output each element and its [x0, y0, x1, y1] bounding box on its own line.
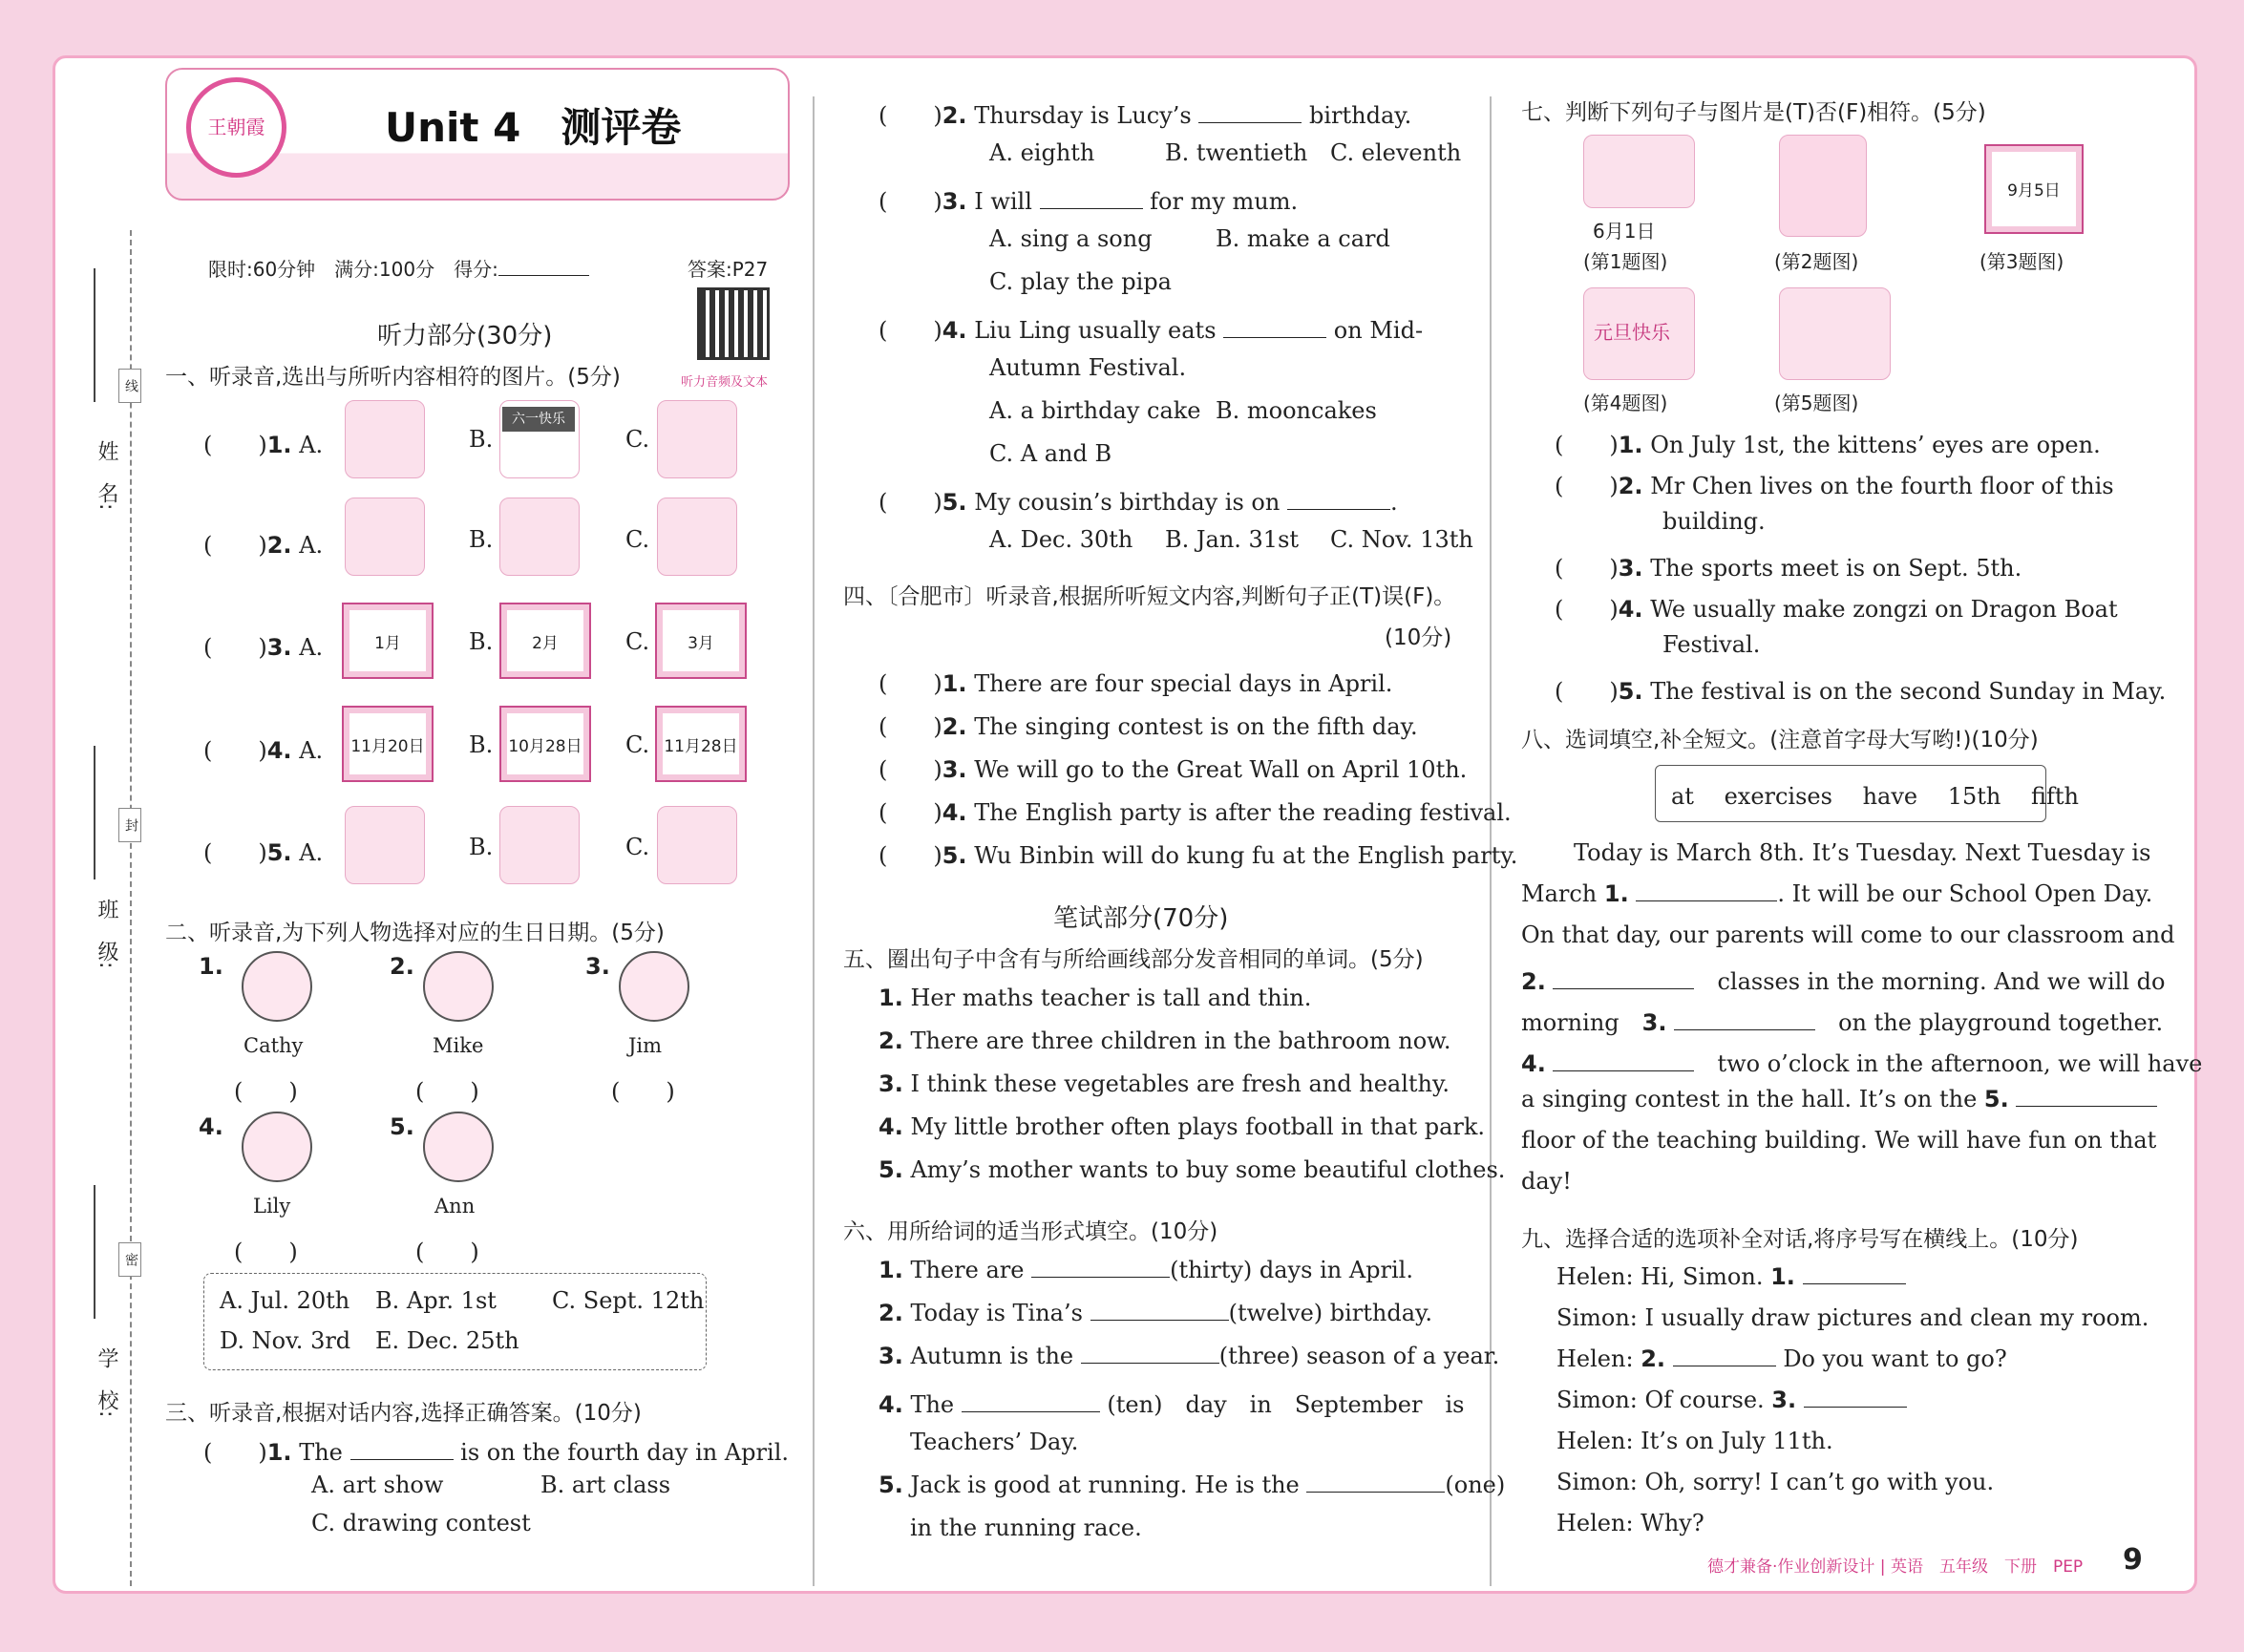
s2-blank4[interactable]: ( ) — [234, 1239, 298, 1265]
exam-info-text: 限时:60分钟 满分:100分 得分: — [208, 258, 498, 281]
title-banner — [165, 68, 790, 201]
s8-blank5[interactable] — [2016, 1106, 2157, 1107]
s4-item2: ( )2. The singing contest is on the fifth day. — [879, 713, 1418, 740]
s2-title: 二、听录音,为下列人物选择对应的生日日期。(5分) — [165, 921, 665, 945]
s5-item4-text: My little brother often plays football in that park. — [910, 1113, 1486, 1140]
s2-blank2[interactable]: ( ) — [415, 1078, 479, 1105]
s6-i3-a: Autumn is the — [910, 1343, 1074, 1369]
class-line — [94, 746, 95, 879]
s9-l1-text: Helen: Hi, Simon. — [1556, 1263, 1764, 1290]
s3-q4-c: C. A and B — [989, 440, 1112, 467]
s3-q2-b: B. twentieth — [1165, 139, 1308, 166]
s8-n1: 1. — [1603, 880, 1629, 907]
image-building — [1779, 135, 1867, 237]
s3-q4-a: A. a birthday cake — [989, 397, 1201, 424]
opt-b: B. Apr. 1st — [375, 1287, 497, 1314]
s7-cap5: (第5题图) — [1774, 392, 1859, 414]
avatar-lily — [242, 1112, 312, 1182]
opt-d: D. Nov. 3rd — [220, 1327, 351, 1354]
s3-title: 三、听录音,根据对话内容,选择正确答案。(10分) — [165, 1401, 642, 1426]
s7-item4-cont: Festival. — [1662, 631, 1761, 658]
s6-item4: 4. The (ten) day in September is — [879, 1391, 1465, 1418]
s6-i4-blank[interactable] — [962, 1411, 1100, 1412]
s6-item2: 2. Today is Tina’s (twelve) birthday. — [879, 1300, 1433, 1326]
s7-item4-text: We usually make zongzi on Dragon Boat — [1650, 596, 2118, 623]
calendar-d-text: 11月20日 — [350, 737, 425, 756]
s5-item5-text: Amy’s mother wants to buy some beautiful clothes. — [910, 1156, 1506, 1183]
s8-blank3[interactable] — [1674, 1029, 1815, 1030]
s6-item3: 3. Autumn is the (three) season of a year. — [879, 1343, 1500, 1369]
name-cathy: Cathy — [243, 1034, 304, 1057]
s2-num5: 5. — [390, 1113, 414, 1140]
s1-q3-c: C. — [625, 628, 650, 655]
s3-q2-c: C. eleventh — [1330, 139, 1462, 166]
s8-n3: 3. — [1641, 1009, 1667, 1036]
image-girl-singing — [657, 498, 737, 576]
board-text: 六一快乐 — [502, 407, 575, 432]
s9-line7: Helen: Why? — [1556, 1510, 1704, 1536]
s3-q4-blank[interactable] — [1223, 337, 1326, 338]
image-girl-cake-table — [657, 806, 737, 884]
s1-q4: ( )4. A. — [203, 737, 324, 764]
s3-q5-a: A. Dec. 30th — [989, 526, 1133, 553]
new-year-text: 元旦快乐 — [1594, 321, 1670, 344]
s3-q3-text: I will — [974, 188, 1032, 215]
s9-line6: Simon: Oh, sorry! I can’t go with you. — [1556, 1469, 1995, 1495]
s5-item5: 5. Amy’s mother wants to buy some beautiful clothes. — [879, 1156, 1506, 1183]
s9-blank1[interactable] — [1803, 1283, 1906, 1284]
s8-p4 — [1521, 963, 2165, 996]
image-girl-cake — [499, 498, 580, 576]
s9-line1 — [1556, 1263, 1906, 1290]
s3-q3-b: B. make a card — [1216, 225, 1390, 252]
s3-q1-blank[interactable] — [350, 1459, 454, 1460]
calendar-f — [655, 706, 747, 782]
s7-item2-text: Mr Chen lives on the fourth floor of this — [1650, 473, 2114, 499]
s2-blank3[interactable]: ( ) — [611, 1078, 675, 1105]
s8-p1: Today is March 8th. It’s Tuesday. Next Tuesday is — [1574, 839, 2151, 866]
s8-p7 — [1521, 1086, 2157, 1112]
calendar-c — [655, 603, 747, 679]
s5-item1-text: Her maths teacher is tall and thin. — [910, 985, 1312, 1011]
s3-q5-blank[interactable] — [1287, 509, 1390, 510]
s3-q4: ( )4. Liu Ling usually eats on Mid- — [879, 317, 1424, 344]
s2-num1: 1. — [199, 953, 223, 980]
qr-caption: 听力音频及文本 — [681, 375, 769, 390]
s8-blank4[interactable] — [1553, 1070, 1694, 1071]
s3-q5: ( )5. My cousin’s birthday is on . — [879, 489, 1398, 516]
s6-i1-blank[interactable] — [1031, 1277, 1170, 1278]
s6-title: 六、用所给词的适当形式填空。(10分) — [843, 1219, 1218, 1244]
s6-i2-blank[interactable] — [1090, 1320, 1229, 1321]
s1-q3: ( )3. A. — [203, 634, 324, 661]
s3-q4-text: Liu Ling usually eats — [974, 317, 1217, 344]
s6-item4-cont: Teachers’ Day. — [910, 1429, 1079, 1455]
s4-item5-text: Wu Binbin will do kung fu at the English party. — [974, 842, 1518, 869]
school-line — [94, 1185, 95, 1319]
page-title: Unit 4 测评卷 — [385, 104, 682, 151]
s8-p5 — [1521, 1004, 2163, 1037]
cut-line — [130, 230, 132, 1586]
qr-code[interactable] — [697, 287, 770, 360]
opt-a: A. Jul. 20th — [220, 1287, 350, 1314]
s7-item2: ( )2. Mr Chen lives on the fourth floor of this — [1555, 473, 2114, 499]
s3-q1-a: A. art show — [311, 1472, 444, 1498]
s8-p6 — [1521, 1045, 2202, 1078]
s6-i3-blank[interactable] — [1081, 1363, 1219, 1364]
s3-q5-b: B. Jan. 31st — [1165, 526, 1300, 553]
s4-item1-text: There are four special days in April. — [974, 670, 1393, 697]
image-girl-cooking — [345, 498, 425, 576]
s3-q2-blank[interactable] — [1198, 122, 1302, 123]
s1-q2-c: C. — [625, 526, 650, 553]
image-classroom-board — [499, 400, 580, 478]
s3-q2: ( )2. Thursday is Lucy’s birthday. — [879, 102, 1412, 129]
s3-q3: ( )3. I will for my mum. — [879, 188, 1299, 215]
s5-item2-text: There are three children in the bathroom now. — [910, 1027, 1451, 1054]
calendar-e — [499, 706, 591, 782]
s6-i1-a: There are — [910, 1257, 1025, 1283]
s8-n5: 5. — [1983, 1086, 2009, 1112]
s3-q2-end: birthday. — [1309, 102, 1412, 129]
s8-p5-b: on the playground together. — [1838, 1009, 2164, 1036]
s6-i5-a: Jack is good at running. He is the — [910, 1472, 1300, 1498]
s3-q1-text: is on the fourth day in April. — [460, 1439, 789, 1466]
s2-blank1[interactable]: ( ) — [234, 1078, 298, 1105]
s1-q3-b: B. — [469, 628, 494, 655]
s8-p3: On that day, our parents will come to our classroom and — [1521, 921, 2175, 948]
calendar-c-text: 3月 — [688, 634, 714, 653]
s7-item4: ( )4. We usually make zongzi on Dragon Boat — [1555, 596, 2118, 623]
name-label: 姓 名: — [95, 440, 118, 511]
s2-num4: 4. — [199, 1113, 223, 1140]
s6-i4-b: (ten) day in September is — [1107, 1391, 1465, 1418]
s7-cap1: (第1题图) — [1583, 250, 1668, 273]
name-lily: Lily — [253, 1195, 291, 1218]
calendar-d — [342, 706, 434, 782]
column-divider-1 — [813, 96, 815, 1586]
s3-q3-end: for my mum. — [1150, 188, 1299, 215]
exam-info — [208, 254, 589, 282]
s8-blank2[interactable] — [1553, 988, 1694, 989]
calendar-sept5-text: 9月5日 — [2007, 181, 2061, 201]
s7-item3: ( )3. The sports meet is on Sept. 5th. — [1555, 555, 2022, 582]
s9-blank3[interactable] — [1804, 1407, 1907, 1408]
listening-title: 听力部分(30分) — [377, 322, 553, 350]
s3-q1: ( )1. The is on the fourth day in April. — [203, 1439, 789, 1466]
calendar-sept5 — [1984, 144, 2084, 234]
s8-p2-a: March — [1521, 880, 1598, 907]
s9-line4 — [1556, 1387, 1907, 1413]
s7-item3-text: The sports meet is on Sept. 5th. — [1650, 555, 2022, 582]
s5-item3-text: I think these vegetables are fresh and healthy. — [910, 1070, 1450, 1097]
image-kittens — [1583, 135, 1695, 208]
s9-line5: Helen: It’s on July 11th. — [1556, 1428, 1833, 1454]
page-number: 9 — [2123, 1543, 2143, 1577]
s4-item4-text: The English party is after the reading festival. — [974, 799, 1512, 826]
s9-n1: 1. — [1770, 1263, 1795, 1290]
s8-p5-a: morning — [1521, 1009, 1619, 1036]
s5-item1: 1. Her maths teacher is tall and thin. — [879, 985, 1312, 1011]
calendar-b — [499, 603, 591, 679]
s3-q3-blank[interactable] — [1040, 208, 1143, 209]
s6-i3-b: (three) season of a year. — [1218, 1343, 1500, 1369]
s8-p8: floor of the teaching building. We will have fun on that — [1521, 1127, 2157, 1154]
image-celebration — [345, 400, 425, 478]
s9-l3-b: Do you want to go? — [1783, 1345, 2007, 1372]
opt-c: C. Sept. 12th — [552, 1287, 705, 1314]
s2-num3: 3. — [585, 953, 610, 980]
s4-item5: ( )5. Wu Binbin will do kung fu at the English party. — [879, 842, 1518, 869]
s1-q1: ( )1. A. — [203, 432, 324, 458]
s2-blank5[interactable]: ( ) — [415, 1239, 479, 1265]
s7-cap3: (第3题图) — [1979, 250, 2064, 273]
s8-p7-a: a singing contest in the hall. It’s on the — [1521, 1086, 1978, 1112]
image-new-year — [1583, 287, 1695, 380]
s9-n2: 2. — [1641, 1345, 1666, 1372]
name-line — [94, 268, 95, 402]
s1-q4-b: B. — [469, 731, 494, 758]
s3-q1-c: C. drawing contest — [311, 1510, 531, 1536]
image-children-group — [657, 400, 737, 478]
s7-title: 七、判断下列句子与图片是(T)否(F)相符。(5分) — [1521, 100, 1986, 125]
s1-q1-num: 1. — [266, 432, 292, 458]
s1-q1-b: B. — [469, 426, 494, 453]
calendar-f-text: 11月28日 — [664, 737, 738, 756]
mark-mi: 密 — [118, 1242, 141, 1277]
calendar-e-text: 10月28日 — [508, 737, 582, 756]
s6-i4-a: The — [910, 1391, 955, 1418]
s7-cap4: (第4题图) — [1583, 392, 1668, 414]
name-mike: Mike — [433, 1034, 484, 1057]
s1-q5-b: B. — [469, 834, 494, 860]
s4-item3: ( )3. We will go to the Great Wall on April 10th. — [879, 756, 1468, 783]
s1-q5-c: C. — [625, 834, 650, 860]
s1-q1-c: C. — [625, 426, 650, 453]
s3-q2-a: A. eighth — [989, 139, 1095, 166]
written-title: 笔试部分(70分) — [1053, 904, 1229, 933]
s4-item2-text: The singing contest is on the fifth day. — [974, 713, 1418, 740]
image-girl-eating — [345, 806, 425, 884]
s6-item5-cont: in the running race. — [910, 1514, 1142, 1541]
s4-item3-text: We will go to the Great Wall on April 10th. — [974, 756, 1468, 783]
s7-item1: ( )1. On July 1st, the kittens’ eyes are open. — [1555, 432, 2101, 458]
s4-item1: ( )1. There are four special days in April. — [879, 670, 1393, 697]
s6-i2-b: (twelve) birthday. — [1228, 1300, 1433, 1326]
s3-q4-b: B. mooncakes — [1216, 397, 1377, 424]
s1-q3-num: 3. — [266, 634, 292, 661]
s1-q4-c: C. — [625, 731, 650, 758]
s3-q5-c: C. Nov. 13th — [1330, 526, 1473, 553]
brand-logo: 王朝霞 — [186, 77, 286, 178]
s8-p2-b: . It will be our School Open Day. — [1777, 880, 2153, 907]
image-girl-gift — [499, 806, 580, 884]
s6-i1-b: (thirty) days in April. — [1170, 1257, 1413, 1283]
s8-blank1[interactable] — [1636, 900, 1777, 901]
s9-l4-text: Simon: Of course. — [1556, 1387, 1765, 1413]
s5-item2: 2. There are three children in the bathroom now. — [879, 1027, 1451, 1054]
s1-title: 一、听录音,选出与所听内容相符的图片。(5分) — [165, 365, 621, 390]
s7-item1-text: On July 1st, the kittens’ eyes are open. — [1650, 432, 2101, 458]
s1-q5: ( )5. A. — [203, 839, 324, 866]
calendar-a — [342, 603, 434, 679]
s3-q5-text: My cousin’s birthday is on — [974, 489, 1281, 516]
s8-p9: day! — [1521, 1168, 1572, 1195]
s9-n3: 3. — [1771, 1387, 1797, 1413]
s6-item5: 5. Jack is good at running. He is the (one) — [879, 1472, 1506, 1498]
s9-line3 — [1556, 1345, 2007, 1372]
s1-q2-num: 2. — [266, 532, 292, 559]
s6-i2-a: Today is Tina’s — [910, 1300, 1083, 1326]
s8-n4: 4. — [1521, 1050, 1546, 1077]
name-ann: Ann — [434, 1195, 476, 1218]
s4-item4: ( )4. The English party is after the reading festival. — [879, 799, 1512, 826]
s9-l3-text: Helen: — [1556, 1345, 1634, 1372]
s1-q2-b: B. — [469, 526, 494, 553]
s1-q5-num: 5. — [266, 839, 292, 866]
s3-q2-text: Thursday is Lucy’s — [974, 102, 1192, 129]
s4-score: (10分) — [1385, 625, 1452, 650]
school-label: 学 校: — [95, 1347, 118, 1418]
class-label: 班 级: — [95, 899, 118, 969]
worksheet-page — [53, 55, 2203, 1594]
mark-feng: 封 — [118, 808, 141, 842]
s3-q1-b: B. art class — [540, 1472, 671, 1498]
s7-item5-text: The festival is on the second Sunday in May. — [1650, 678, 2167, 705]
answer-ref: 答案:P27 — [688, 258, 769, 281]
score-blank[interactable] — [498, 275, 589, 276]
s5-item4: 4. My little brother often plays football in that park. — [879, 1113, 1486, 1140]
s5-item3: 3. I think these vegetables are fresh and healthy. — [879, 1070, 1450, 1097]
binding-strip — [55, 58, 146, 1591]
s7-date1: 6月1日 — [1593, 220, 1656, 243]
avatar-jim — [619, 951, 689, 1022]
s8-p2 — [1521, 880, 2152, 907]
avatar-ann — [423, 1112, 494, 1182]
s9-line2: Simon: I usually draw pictures and clean my room. — [1556, 1304, 2149, 1331]
s6-i5-blank[interactable] — [1306, 1492, 1445, 1493]
word-bank: at exercises have 15th fifth — [1671, 783, 2079, 810]
s7-cap2: (第2题图) — [1774, 250, 1859, 273]
s1-q4-num: 4. — [266, 737, 292, 764]
s7-item5: ( )5. The festival is on the second Sunday in May. — [1555, 678, 2167, 705]
s4-title: 四、〔合肥市〕听录音,根据所听短文内容,判断句子正(T)误(F)。 — [843, 584, 1456, 609]
calendar-a-text: 1月 — [374, 634, 401, 653]
s8-title: 八、选词填空,补全短文。(注意首字母大写哟!)(10分) — [1521, 728, 2039, 752]
s3-q3-a: A. sing a song — [989, 225, 1153, 252]
s3-q4-cont: Autumn Festival. — [989, 354, 1187, 381]
avatar-mike — [423, 951, 494, 1022]
s6-i5-b: (one) — [1445, 1472, 1506, 1498]
s6-item1: 1. There are (thirty) days in April. — [879, 1257, 1413, 1283]
s1-q2: ( )2. A. — [203, 532, 324, 559]
opt-e: E. Dec. 25th — [375, 1327, 519, 1354]
s8-n2: 2. — [1521, 968, 1546, 995]
image-mothers-day — [1779, 287, 1891, 380]
s5-title: 五、圈出句子中含有与所给画线部分发音相同的单词。(5分) — [843, 947, 1424, 972]
footer-text: 德才兼备·作业创新设计 | 英语 五年级 下册 PEP — [1707, 1557, 2084, 1577]
avatar-cathy — [242, 951, 312, 1022]
s8-p4-b: classes in the morning. And we will do — [1717, 968, 2166, 995]
s3-q3-c: C. play the pipa — [989, 268, 1172, 295]
name-jim: Jim — [628, 1034, 663, 1057]
mark-xian: 线 — [118, 369, 141, 403]
s3-q4-end: on Mid- — [1333, 317, 1424, 344]
s2-num2: 2. — [390, 953, 414, 980]
calendar-b-text: 2月 — [532, 634, 559, 653]
s8-p6-b: two o’clock in the afternoon, we will have — [1717, 1050, 2203, 1077]
s7-item2-cont: building. — [1662, 508, 1766, 535]
s9-title: 九、选择合适的选项补全对话,将序号写在横线上。(10分) — [1521, 1227, 2079, 1252]
